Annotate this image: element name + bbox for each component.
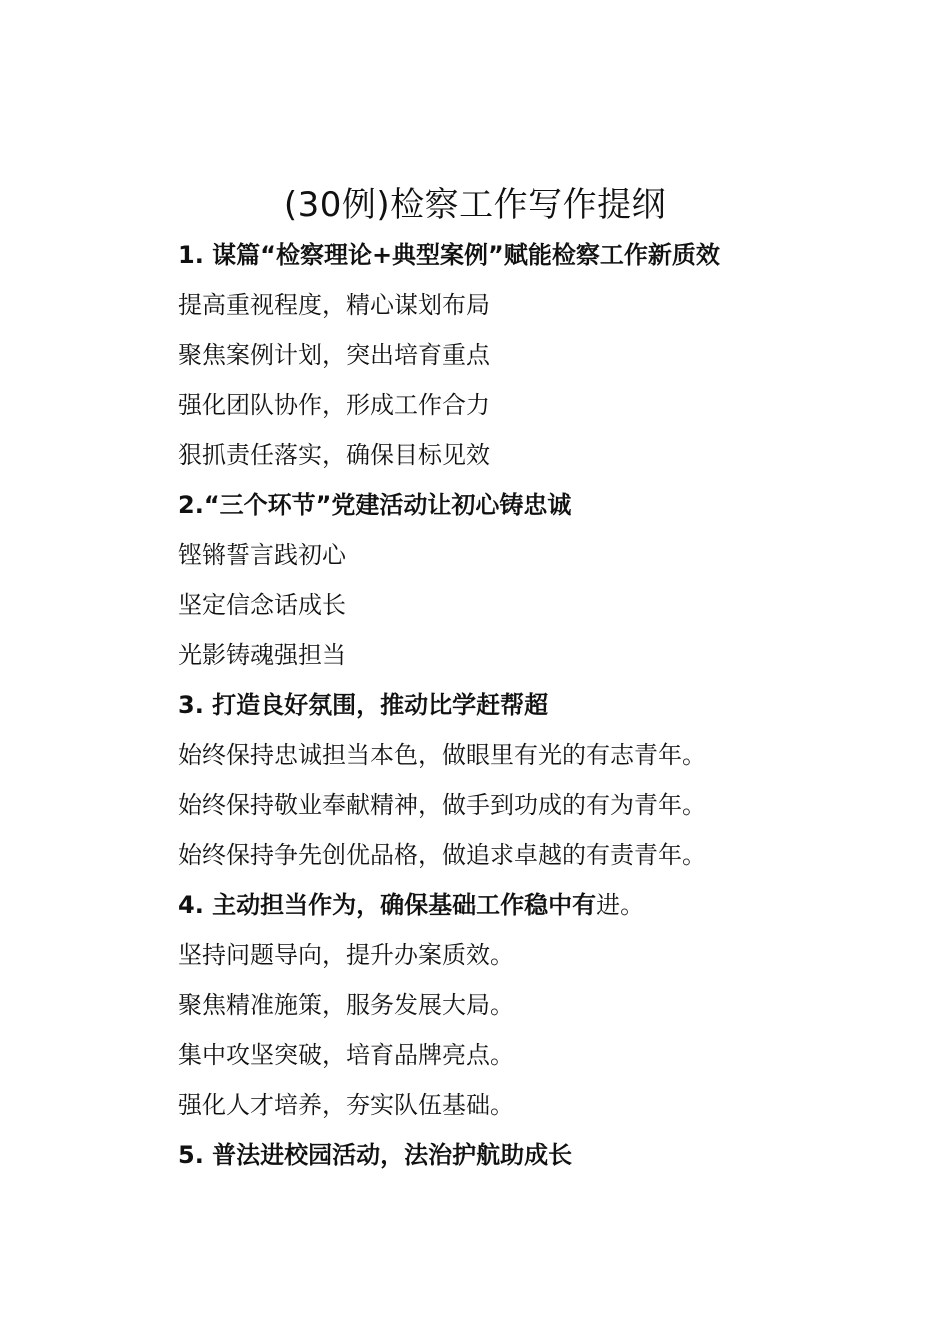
section-heading xyxy=(178,480,898,530)
list-item: 始终保持忠诚担当本色，做眼里有光的有志青年。 xyxy=(178,741,706,769)
list-item: 始终保持敬业奉献精神，做手到功成的有为青年。 xyxy=(178,791,706,819)
list-item: 坚持问题导向，提升办案质效。 xyxy=(178,941,514,969)
list-item: 铿锵誓言践初心 xyxy=(178,541,346,569)
list-item: 始终保持争先创优品格，做追求卓越的有责青年。 xyxy=(178,841,706,869)
section-heading-tail: 进。 xyxy=(596,891,645,919)
section-heading-text: 5. 普法进校园活动，法治护航助成长 xyxy=(178,1141,573,1169)
list-item: 集中攻坚突破，培育品牌亮点。 xyxy=(178,1041,514,1069)
section-heading-text: 3. 打造良好氛围，推动比学赶帮超 xyxy=(178,691,549,719)
document-title: (30例)检察工作写作提纲 xyxy=(283,185,667,225)
list-item: 光影铸魂强担当 xyxy=(178,641,346,669)
list-item: 坚定信念话成长 xyxy=(178,591,346,619)
section-heading-text: 1. 谋篇“检察理论+典型案例”赋能检察工作新质效 xyxy=(178,241,720,269)
list-item: 强化人才培养，夯实队伍基础。 xyxy=(178,1091,514,1119)
section-heading xyxy=(178,1130,898,1180)
section-heading xyxy=(178,230,898,280)
section-heading xyxy=(178,880,898,930)
section-heading-text: 2.“三个环节”党建活动让初心铸忠诚 xyxy=(178,491,572,519)
list-item: 聚焦案例计划，突出培育重点 xyxy=(178,341,490,369)
list-item: 提高重视程度，精心谋划布局 xyxy=(178,291,490,319)
list-item: 聚焦精准施策，服务发展大局。 xyxy=(178,991,514,1019)
list-item: 狠抓责任落实，确保目标见效 xyxy=(178,441,490,469)
section-heading xyxy=(178,680,898,730)
list-item: 强化团队协作，形成工作合力 xyxy=(178,391,490,419)
section-heading-text: 4. 主动担当作为，确保基础工作稳中有 xyxy=(178,891,597,919)
document-body xyxy=(178,230,898,1180)
